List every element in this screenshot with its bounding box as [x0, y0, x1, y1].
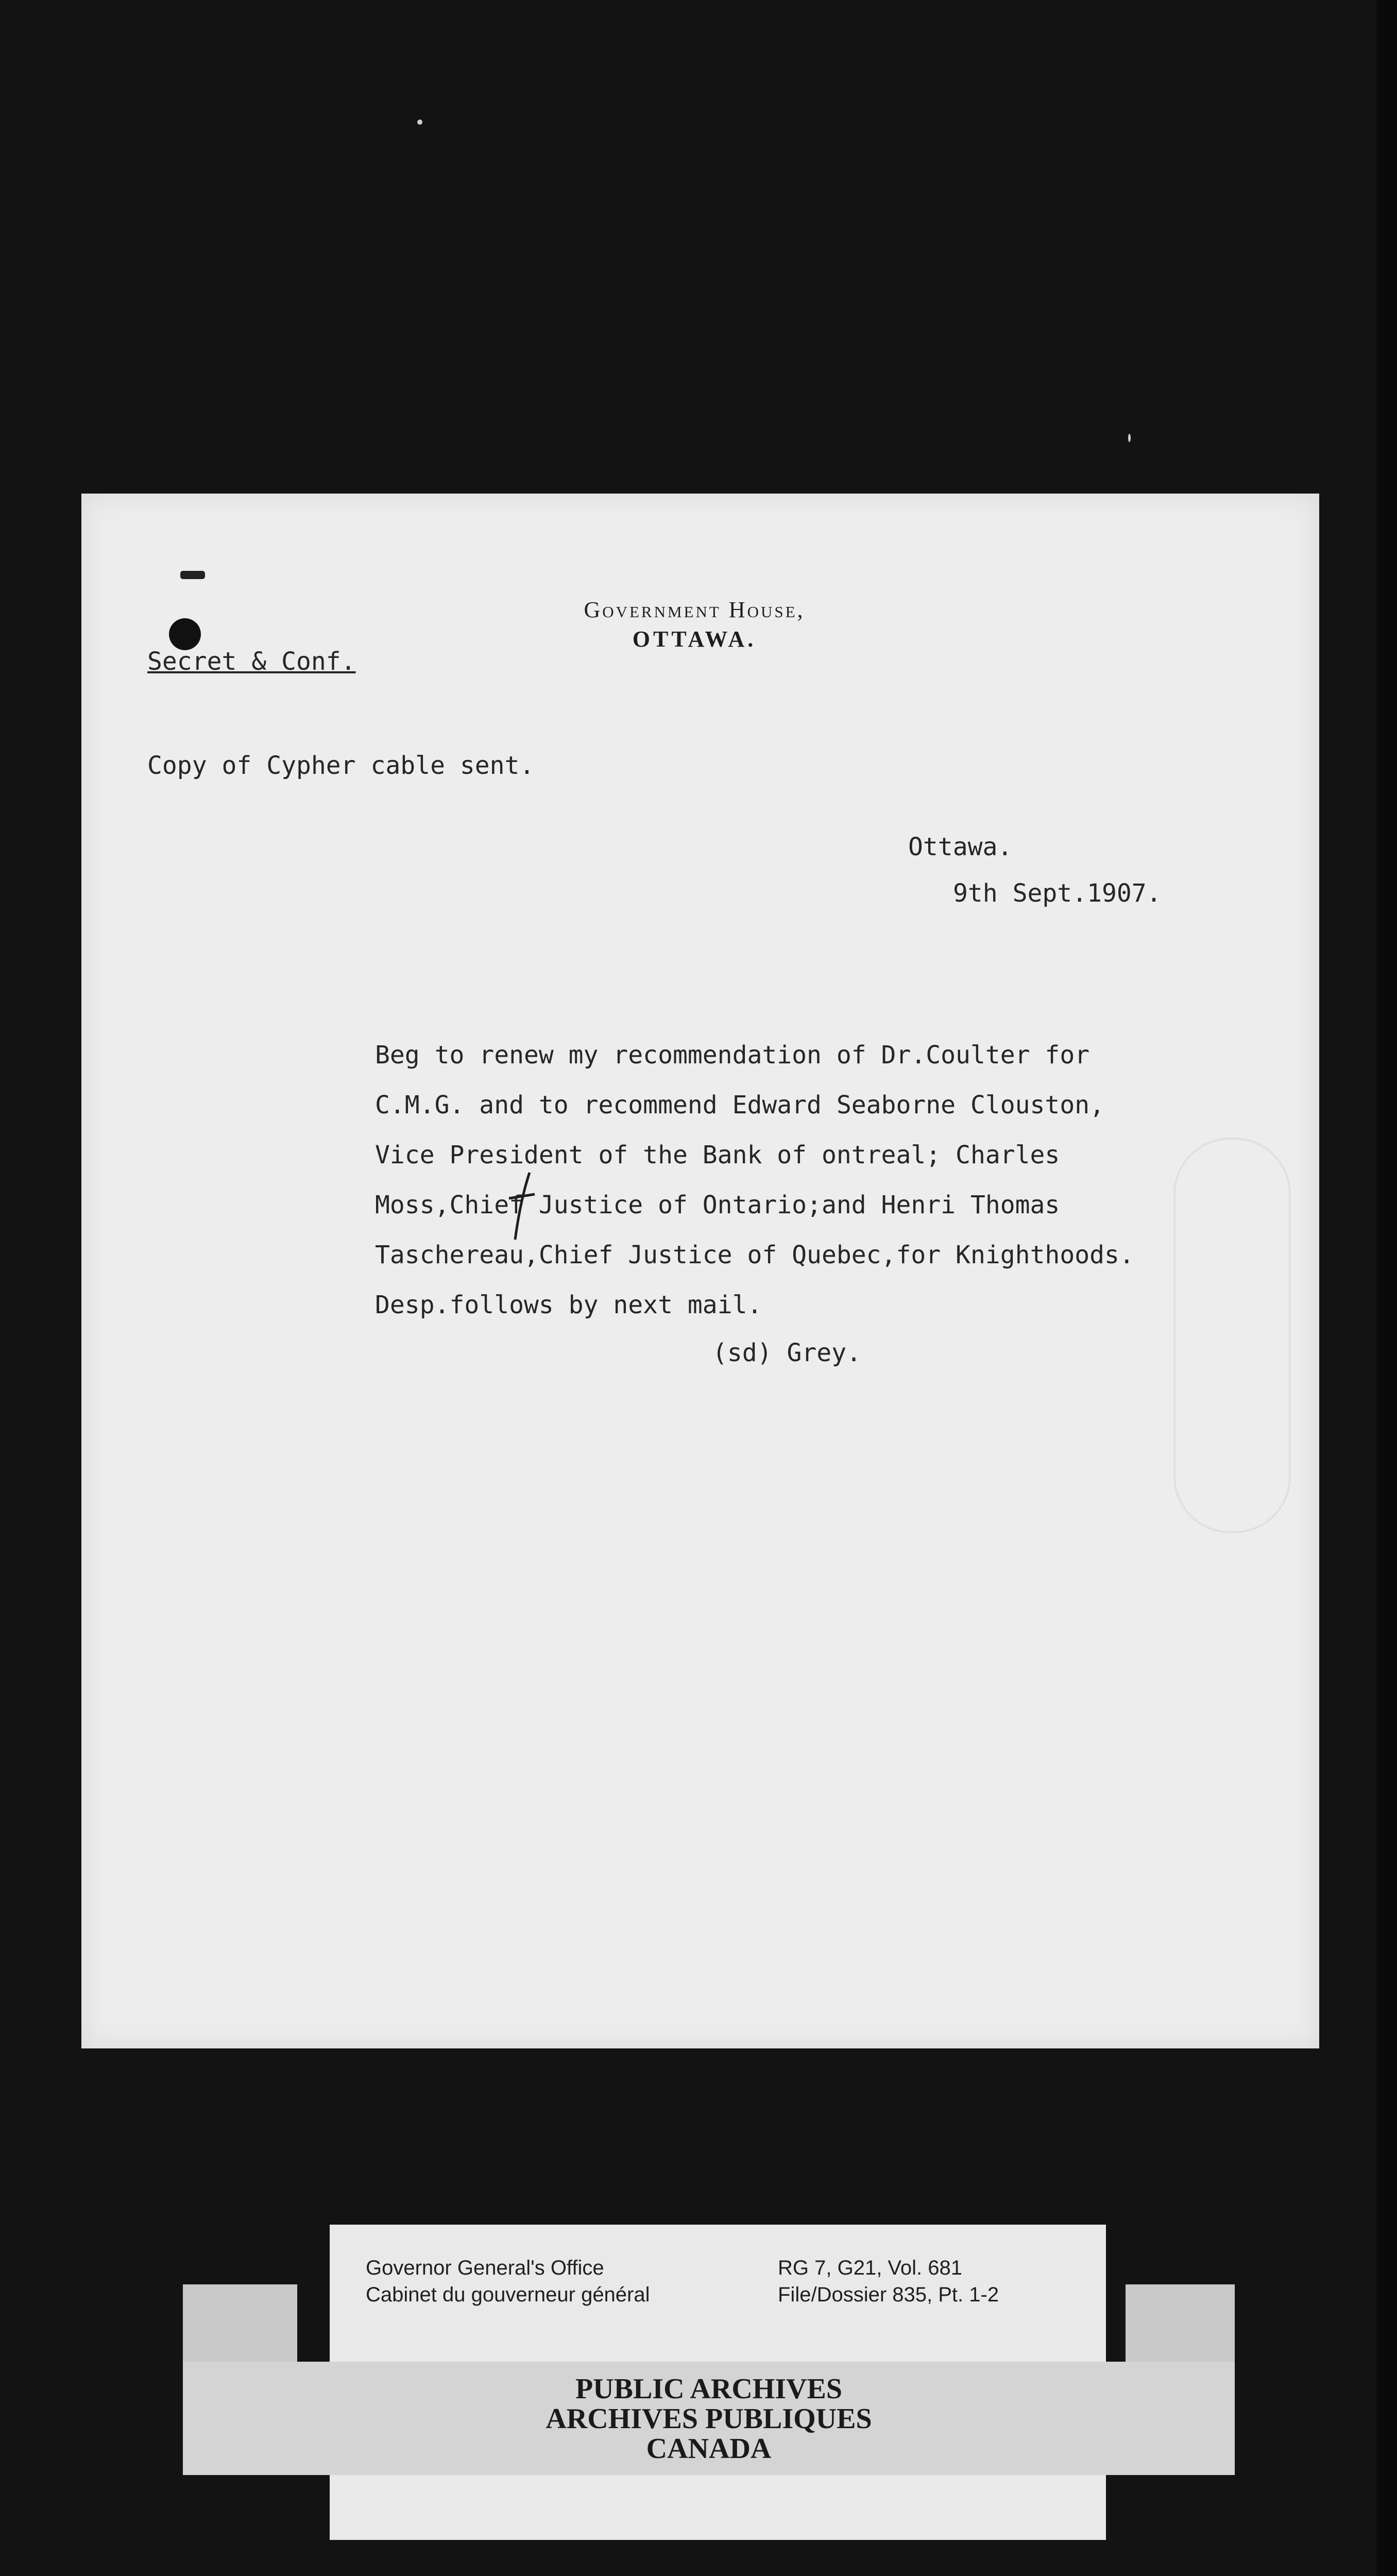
archives-line-fr: ARCHIVES PUBLIQUES — [546, 2403, 872, 2435]
faint-stamp — [1173, 1138, 1291, 1533]
date-line: 9th Sept.1907. — [953, 879, 1162, 908]
ink-mark — [180, 571, 205, 579]
film-speck — [1128, 434, 1131, 442]
archives-stamp-text — [183, 2374, 1235, 2464]
letterhead-city: OTTAWA. — [632, 626, 757, 652]
body-line: C.M.G. and to recommend Edward Seaborne Clouston, — [375, 1091, 1105, 1120]
label-reference — [778, 2255, 999, 2308]
body-line: Desp.follows by next mail. — [375, 1291, 762, 1319]
pen-correction-mark — [504, 1167, 540, 1245]
cable-body — [375, 1030, 1134, 1330]
office-english: Governor General's Office — [366, 2257, 604, 2279]
document-sheet — [81, 494, 1319, 2048]
file-number: File/Dossier 835, Pt. 1-2 — [778, 2283, 999, 2306]
film-speck — [417, 120, 422, 125]
record-group: RG 7, G21, Vol. 681 — [778, 2257, 962, 2279]
label-office — [366, 2255, 650, 2308]
document-heading: Copy of Cypher cable sent. — [147, 751, 535, 780]
classification-label: Secret & Conf. — [147, 647, 356, 676]
film-edge — [1376, 0, 1397, 2576]
punch-hole — [169, 618, 201, 650]
archive-holder-band — [183, 2362, 1235, 2475]
body-line: Moss,Chief Justice of Ontario;and Henri Thomas — [375, 1191, 1060, 1219]
archives-line-en: PUBLIC ARCHIVES — [575, 2373, 843, 2405]
letterhead — [535, 597, 854, 652]
office-french: Cabinet du gouverneur général — [366, 2283, 650, 2306]
body-line: Beg to renew my recommendation of Dr.Coulter for — [375, 1041, 1090, 1070]
signature-line: (sd) Grey. — [712, 1338, 861, 1367]
letterhead-title: Government House, — [584, 597, 805, 622]
place-line: Ottawa. — [908, 833, 1013, 861]
archives-line-country: CANADA — [646, 2433, 772, 2465]
body-line: Vice President of the Bank of ontreal; Charles — [375, 1141, 1060, 1170]
body-line: Taschereau,Chief Justice of Quebec,for Knighthoods. — [375, 1241, 1134, 1269]
